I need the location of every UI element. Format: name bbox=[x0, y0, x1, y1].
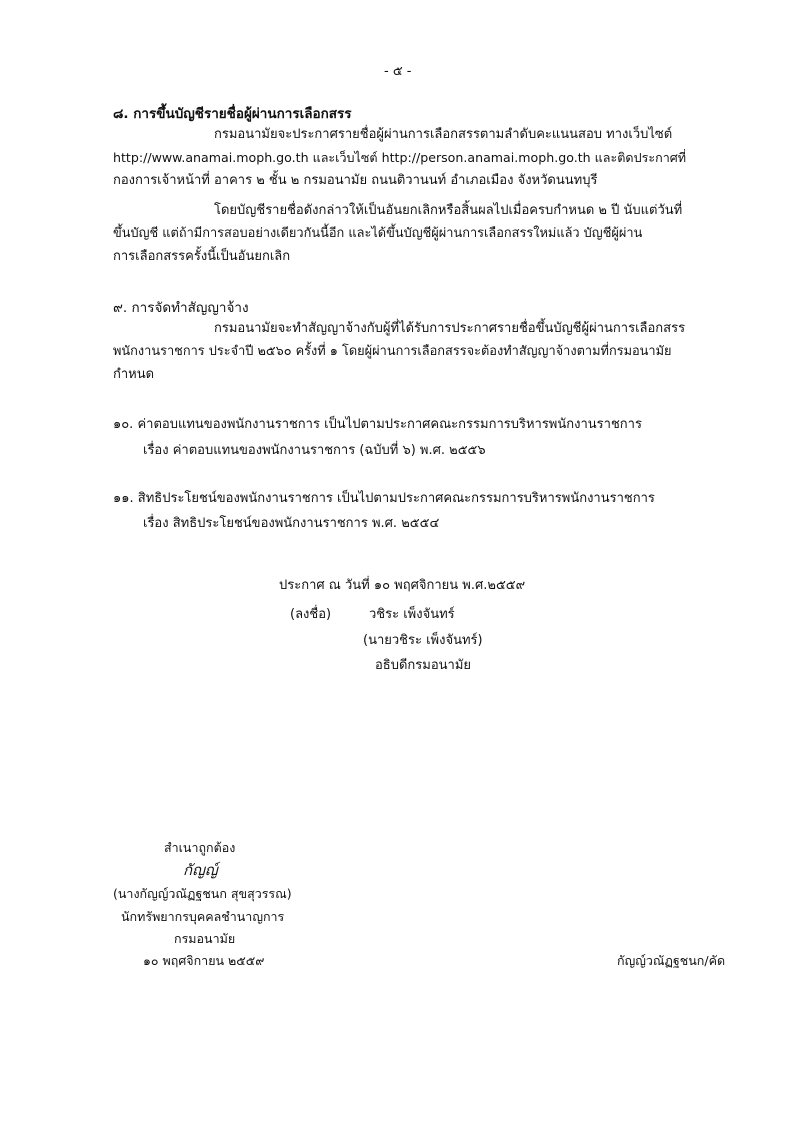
section-10-lead: ค่าตอบแทนของพนักงานราชการ bbox=[137, 417, 320, 432]
s9-p1-line2: พนักงานราชการ ประจำปี ๒๕๖๐ ครั้งที่ ๑ โดยผู้ผ่านการเลือกสรรจะต้องทำสัญญาจ้างตามที่กรมอนามัย bbox=[113, 344, 672, 359]
certifier-name: (นางกัญญ์วณัฏฐชนก สุขสุวรรณ) bbox=[113, 886, 292, 901]
section-11-line1 bbox=[113, 488, 655, 510]
s8-p1-line2: http://www.anamai.moph.go.th และเว็บไซต์ http://person.anamai.moph.go.th และติดประกาศที่ bbox=[113, 150, 687, 165]
section-10-line2: เรื่อง ค่าตอบแทนของพนักงานราชการ (ฉบับที่ ๖) พ.ศ. ๒๕๕๖ bbox=[143, 443, 486, 458]
signatory-full-name: (นายวชิระ เพ็งจันทร์) bbox=[363, 633, 483, 648]
certifier-org: กรมอนามัย bbox=[174, 931, 236, 946]
section-10-number: ๑๐. bbox=[113, 417, 134, 432]
signed-name: วชิระ เพ็งจันทร์ bbox=[369, 607, 455, 622]
page-number: - ๕ - bbox=[384, 64, 412, 79]
section-9-heading: ๙. การจัดทำสัญญาจ้าง bbox=[113, 300, 249, 316]
s9-p1-line1: กรมอนามัยจะทำสัญญาจ้างกับผู้ที่ได้รับการประกาศรายชื่อขึ้นบัญชีผู้ผ่านการเลือกสรร bbox=[214, 321, 686, 336]
s8-p2-line3: การเลือกสรรครั้งนี้เป็นอันยกเลิก bbox=[113, 249, 291, 264]
signed-label: (ลงชื่อ) bbox=[290, 607, 332, 622]
copied-by: กัญญ์วณัฏฐชนก/คัด bbox=[617, 953, 726, 968]
signatory-position: อธิบดีกรมอนามัย bbox=[375, 658, 472, 673]
section-10-line1 bbox=[113, 414, 642, 436]
certified-copy-label: สำเนาถูกต้อง bbox=[164, 840, 236, 855]
s8-p1-line1: กรมอนามัยจะประกาศรายชื่อผู้ผ่านการเลือกสรรตามลำดับคะแนนสอบ ทางเว็บไซต์ bbox=[214, 127, 673, 142]
section-11-lead: สิทธิประโยชน์ของพนักงานราชการ bbox=[137, 491, 333, 506]
section-10-rest: เป็นไปตามประกาศคณะกรรมการบริหารพนักงานราชการ bbox=[319, 417, 642, 432]
s8-p2-line2: ขึ้นบัญชี แต่ถ้ามีการสอบอย่างเดียวกันนี้อีก และได้ขึ้นบัญชีผู้ผ่านการเลือกสรรใหม่แล้ว บัญชีผู้ผ่าน bbox=[113, 226, 643, 241]
section-11-rest: เป็นไปตามประกาศคณะกรรมการบริหารพนักงานราชการ bbox=[332, 491, 655, 506]
section-11-number: ๑๑. bbox=[113, 491, 134, 506]
section-8-heading: ๘. การขึ้นบัญชีรายชื่อผู้ผ่านการเลือกสรร bbox=[113, 106, 352, 122]
certifier-position: นักทรัพยากรบุคคลชำนาญการ bbox=[121, 909, 285, 924]
s8-p1-line3: กองการเจ้าหน้าที่ อาคาร ๒ ชั้น ๒ กรมอนามัย ถนนติวานนท์ อำเภอเมือง จังหวัดนนทบุรี bbox=[113, 173, 598, 188]
s8-p2-line1: โดยบัญชีรายชื่อดังกล่าวให้เป็นอันยกเลิกหรือสิ้นผลไปเมื่อครบกำหนด ๒ ปี นับแต่วันที่ bbox=[214, 203, 683, 218]
section-11-line2: เรื่อง สิทธิประโยชน์ของพนักงานราชการ พ.ศ. ๒๕๕๔ bbox=[143, 516, 440, 531]
s9-p1-line3: กำหนด bbox=[113, 367, 155, 382]
handwritten-signature: กัญญ์ bbox=[183, 861, 218, 879]
announce-date: ประกาศ ณ วันที่ ๑๐ พฤศจิกายน พ.ศ.๒๕๕๙ bbox=[279, 578, 526, 593]
certify-date: ๑๐ พฤศจิกายน ๒๕๕๙ bbox=[143, 953, 265, 968]
